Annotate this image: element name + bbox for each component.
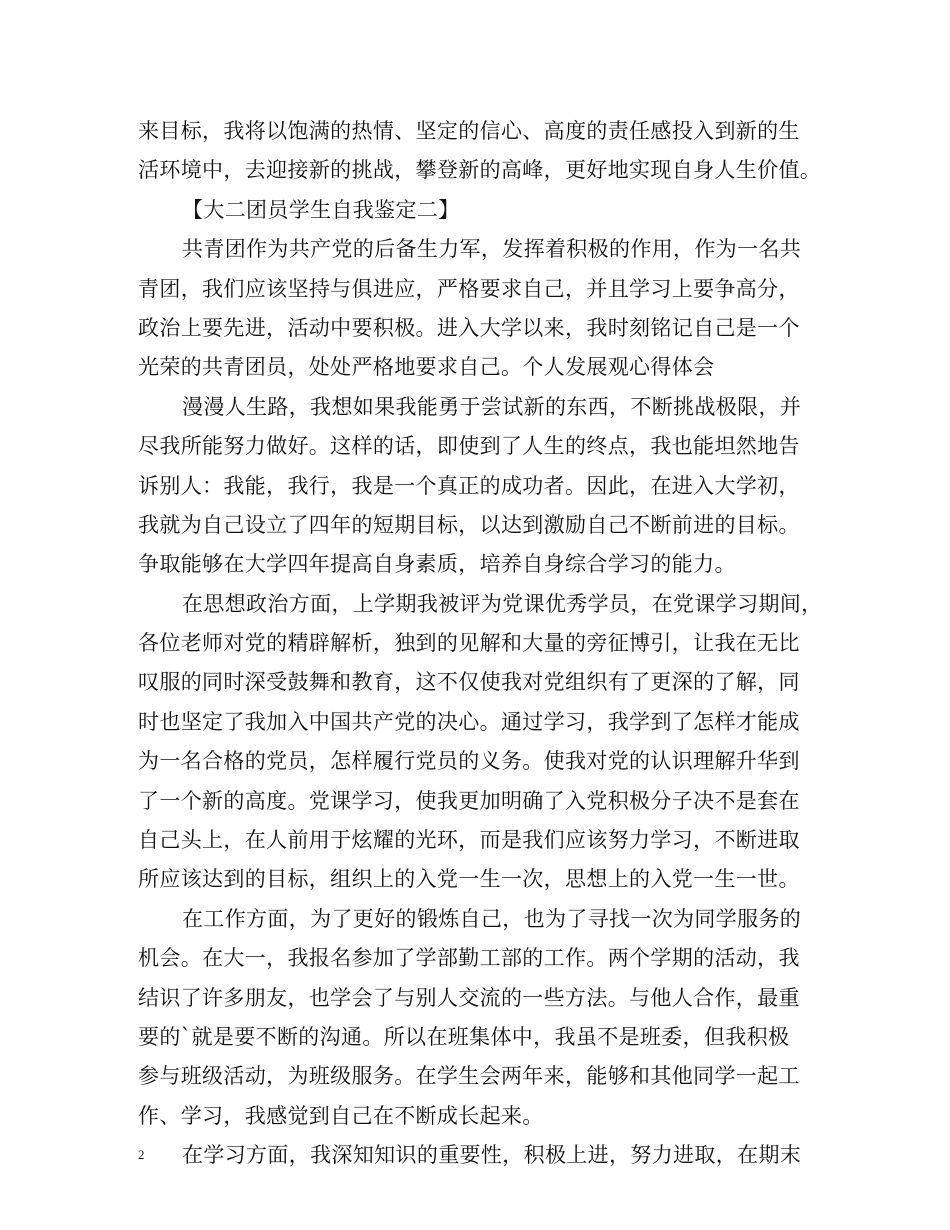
text-line: 叹服的同时深受鼓舞和教育，这不仅使我对党组织有了更深的了解，同 bbox=[138, 670, 800, 695]
text-line: 尽我所能努力做好。这样的话，即使到了人生的终点，我也能坦然地告 bbox=[138, 434, 800, 459]
text-line: 参与班级活动，为班级服务。在学生会两年来，能够和其他同学一起工 bbox=[138, 1064, 800, 1089]
text-line: 作、学习，我感觉到自己在不断成长起来。 bbox=[138, 1103, 544, 1128]
text-line: 了一个新的高度。党课学习，使我更加明确了入党积极分子决不是套在 bbox=[138, 788, 800, 813]
text-line: 各位老师对党的精辟解析，独到的见解和大量的旁征博引，让我在无比 bbox=[138, 631, 800, 656]
paragraph-first-line: 在学习方面，我深知知识的重要性，积极上进，努力进取，在期末 bbox=[182, 1143, 802, 1168]
text-line: 我就为自己设立了四年的短期目标，以达到激励自己不断前进的目标。 bbox=[138, 512, 800, 537]
text-line: 机会。在大一，我报名参加了学部勤工部的工作。两个学期的活动，我 bbox=[138, 946, 800, 971]
text-line: 政治上要先进，活动中要积极。进入大学以来，我时刻铭记自己是一个 bbox=[138, 315, 800, 340]
document-body bbox=[138, 112, 823, 1176]
text-line: 来目标，我将以饱满的热情、坚定的信心、高度的责任感投入到新的生 bbox=[138, 119, 800, 143]
paragraph-first-line: 在思想政治方面，上学期我被评为党课优秀学员，在党课学习期间， bbox=[182, 591, 823, 616]
text-line: 光荣的共青团员，处处严格地要求自己。个人发展观心得体会 bbox=[138, 355, 715, 380]
text-line: 时也坚定了我加入中国共产党的决心。通过学习，我学到了怎样才能成 bbox=[138, 709, 800, 734]
text-line: 结识了许多朋友，也学会了与别人交流的一些方法。与他人合作，最重 bbox=[138, 985, 800, 1010]
paragraph-first-line: 共青团作为共产党的后备生力军，发挥着积极的作用，作为一名共 bbox=[182, 237, 802, 262]
text-line: 诉别人：我能，我行，我是一个真正的成功者。因此，在进入大学初， bbox=[138, 473, 800, 498]
paragraph-first-line: 在工作方面，为了更好的锻炼自己，也为了寻找一次为同学服务的 bbox=[182, 906, 802, 931]
page-number: 2 bbox=[138, 1147, 145, 1162]
paragraph-first-line: 漫漫人生路，我想如果我能勇于尝试新的东西，不断挑战极限，并 bbox=[182, 394, 802, 419]
text-line: 自己头上，在人前用于炫耀的光环，而是我们应该努力学习，不断进取 bbox=[138, 828, 800, 853]
text-line: 青团，我们应该坚持与俱进应，严格要求自己，并且学习上要争高分， bbox=[138, 276, 800, 301]
section-heading: 【大二团员学生自我鉴定二】 bbox=[182, 197, 460, 222]
text-line: 为一名合格的党员，怎样履行党员的义务。使我对党的认识理解升华到 bbox=[138, 749, 800, 774]
text-line: 所应该达到的目标，组织上的入党一生一次，思想上的入党一生一世。 bbox=[138, 867, 800, 892]
text-line: 活环境中，去迎接新的挑战，攀登新的高峰，更好地实现自身人生价值。 bbox=[138, 158, 822, 183]
text-line: 要的`就是要不断的沟通。所以在班集体中，我虽不是班委，但我积极 bbox=[138, 1024, 790, 1049]
text-line: 争取能够在大学四年提高自身素质，培养自身综合学习的能力。 bbox=[138, 552, 736, 577]
